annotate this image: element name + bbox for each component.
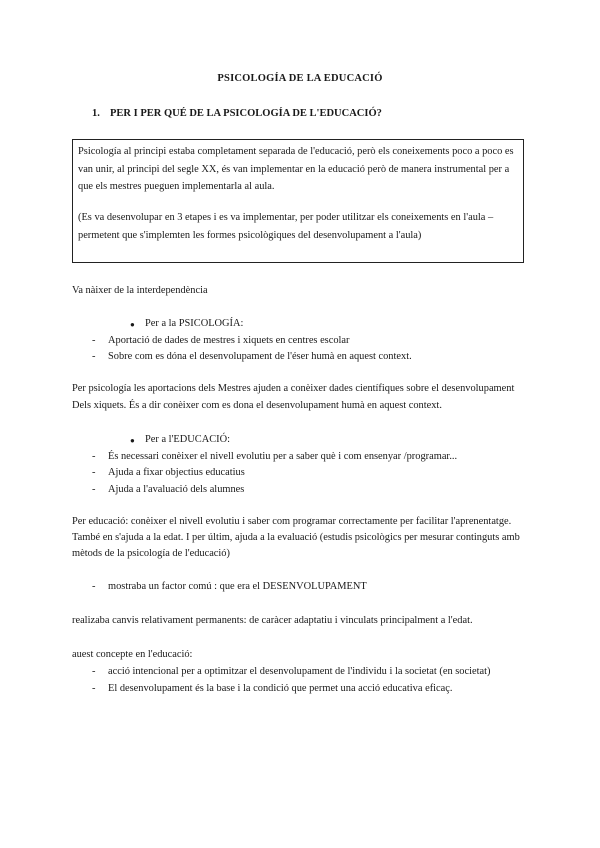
box-line: que els mestres pueguen implementarla al aula.: [78, 181, 275, 192]
paragraph-line: Dels xiquets. És a dir conèixer com es dona el desenvolupament humà en aquest context.: [72, 400, 442, 411]
bullet-psicologia: Per a la PSICOLOGÍA:: [145, 318, 244, 329]
list-item: Sobre com es dóna el desenvolupament de l'éser humà en aquest context.: [108, 351, 412, 362]
section-heading-text: PER I PER QUÉ DE LA PSICOLOGÍA DE L'EDUCACIÓ?: [110, 108, 382, 119]
list-item: acció intencional per a optimitzar el desenvolupament de l'individu i la societat (en societat): [108, 666, 491, 677]
dash-icon: -: [92, 683, 96, 694]
list-item: Ajuda a fixar objectius educatius: [108, 467, 245, 478]
list-item: Ajuda a l'avaluació dels alumnes: [108, 484, 245, 495]
paragraph-line: Per psicología les aportacions dels Mestres ajuden a conèixer dades científiques sobre el desenvolupament: [72, 383, 515, 394]
dash-icon: -: [92, 335, 96, 346]
dash-icon: -: [92, 484, 96, 495]
bullet-dot-icon: ●: [130, 320, 135, 329]
dash-icon: -: [92, 666, 96, 677]
paragraph-line: També en s'ajuda a la edat. I per últim, ajuda a la evaluació (estudis psicològics per mesurar continguts amb: [72, 532, 520, 543]
box-line: Psicología al principi estaba completament separada de l'educació, però els coneixements poco a poco es: [78, 146, 514, 157]
realizaba-text: realizaba canvis relativament permanents: de caràcer adaptatiu i vinculats principalment a l'edat.: [72, 615, 473, 626]
dash-icon: -: [92, 467, 96, 478]
box-line: permetent que s'implemten les formes psicològiques del desenvolupament a l'aula): [78, 230, 422, 241]
dash-icon: -: [92, 451, 96, 462]
interdependence-text: Va nàixer de la interdependència: [72, 285, 208, 296]
list-item: Aportació de dades de mestres i xiquets en centres escolar: [108, 335, 350, 346]
document-title: PSICOLOGÍA DE LA EDUCACIÓ: [217, 73, 383, 84]
dash-icon: -: [92, 581, 96, 592]
paragraph-line: mètods de la psicología de l'educació): [72, 548, 230, 559]
bullet-educacio: Per a l'EDUCACIÓ:: [145, 434, 230, 445]
list-item: El desenvolupament és la base i la condició que permet una acció educativa eficaç.: [108, 683, 453, 694]
box-line: van unir, al principi del segle XX, és van implementar en la educació però de manera instrumental per a: [78, 164, 510, 175]
dash-icon: -: [92, 351, 96, 362]
bullet-dot-icon: ●: [130, 436, 135, 445]
list-item: És necessari conèixer el nivell evolutiu per a saber què i com ensenyar /programar...: [108, 451, 458, 462]
concepte-intro: auest concepte en l'educació:: [72, 649, 193, 660]
section-heading: [92, 108, 382, 119]
section-number: 1.: [92, 108, 100, 119]
paragraph-line: Per educació: conèixer el nivell evolutiu i saber com programar correctamente per facilitar l'aprenentatge.: [72, 516, 512, 527]
factor-text: mostraba un factor comú : que era el DESENVOLUPAMENT: [108, 581, 367, 592]
box-line: (Es va desenvolupar en 3 etapes i es va implementar, per poder utilitzar els coneixements en l'aula –: [78, 212, 494, 223]
